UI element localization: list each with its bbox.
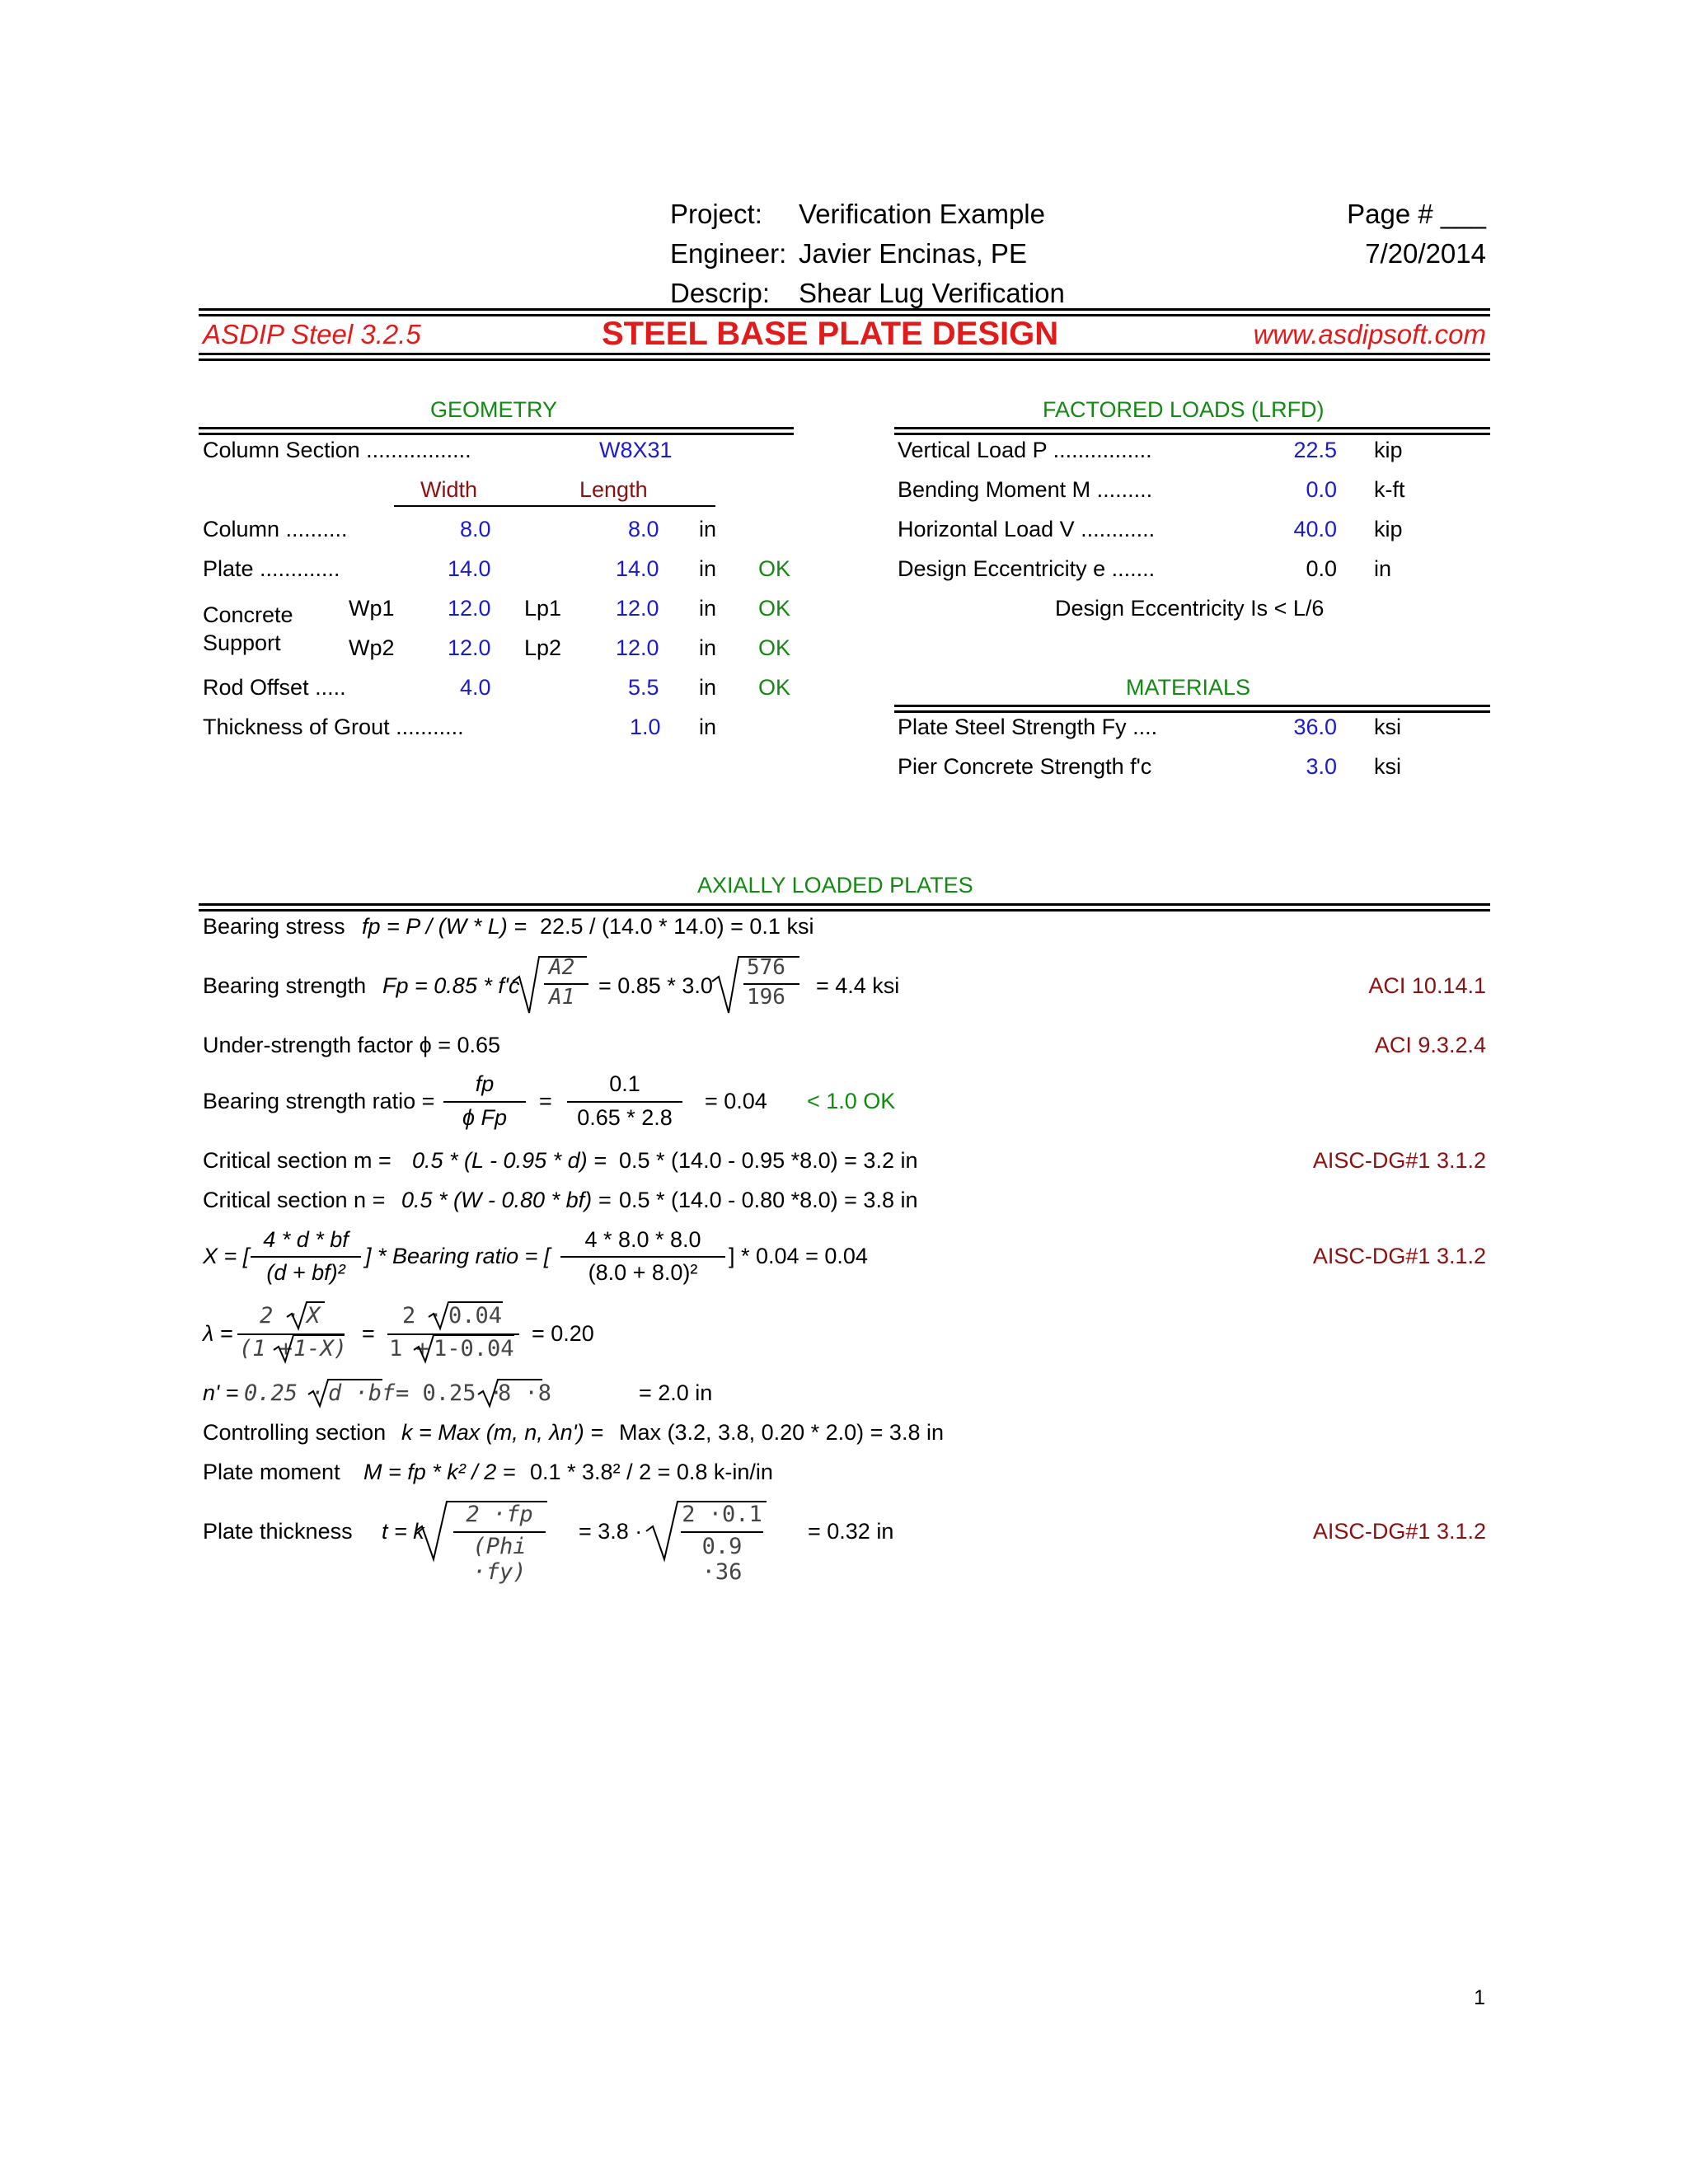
lambda-numerator-radicand-value: 0.04 <box>448 1303 503 1329</box>
thickness-bar <box>453 1531 546 1533</box>
critical-n-formula: 0.5 * (W - 0.80 * bf) = <box>401 1188 612 1212</box>
horizontal-load-value[interactable]: 40.0 <box>1293 517 1337 541</box>
rod-offset-unit: in <box>699 675 717 700</box>
ratio-result: = 0.04 <box>705 1089 767 1113</box>
support1-unit: in <box>699 596 717 621</box>
critical-m-calc: 0.5 * (14.0 - 0.95 *8.0) = 3.2 in <box>619 1148 918 1173</box>
loads-rule <box>894 427 1490 435</box>
x-value-bar <box>560 1256 725 1258</box>
support2-status: OK <box>758 635 791 660</box>
report-date: 7/20/2014 <box>1365 238 1486 269</box>
area-576: 576 <box>747 955 785 980</box>
page-number: 1 <box>1474 1986 1485 2009</box>
plate-length-value[interactable]: 14.0 <box>616 556 659 581</box>
descrip-value: Shear Lug Verification <box>799 278 1065 308</box>
project-value: Verification Example <box>799 199 1045 229</box>
axial-heading: AXIALLY LOADED PLATES <box>697 873 973 898</box>
nprime-label: n' = <box>203 1380 239 1405</box>
critical-n-label: Critical section n = <box>203 1188 386 1212</box>
plate-steel-strength-value[interactable]: 36.0 <box>1293 715 1337 739</box>
x-numerator: 4 * d * bf <box>263 1227 349 1252</box>
x-label: X = [ <box>203 1244 250 1268</box>
thickness-denominator: (Phi ·fy) <box>472 1534 527 1585</box>
plate-moment-formula: M = fp * k² / 2 = <box>363 1460 516 1484</box>
width-length-underline <box>394 505 715 507</box>
rod-offset-width[interactable]: 4.0 <box>460 675 491 700</box>
rod-offset-length[interactable]: 5.5 <box>628 675 659 700</box>
lp2-value[interactable]: 12.0 <box>616 635 659 660</box>
width-header: Width <box>420 477 478 502</box>
ratio-value-bar <box>567 1101 682 1103</box>
ref-aisc-dg1-x: AISC-DG#1 3.1.2 <box>1312 1244 1486 1268</box>
ref-aci-9-3-2-4: ACI 9.3.2.4 <box>1374 1033 1486 1057</box>
lambda-denominator-radicand: 1-X) <box>293 1336 348 1361</box>
ref-aisc-dg1-thickness: AISC-DG#1 3.1.2 <box>1312 1519 1486 1544</box>
ratio-numerator: fp <box>475 1071 495 1096</box>
descrip-label: Descrip: <box>670 278 771 308</box>
rod-offset-status: OK <box>758 675 791 700</box>
concrete-strength-label: Pier Concrete Strength f'c <box>898 754 1152 779</box>
eccentricity-unit: in <box>1374 556 1392 581</box>
support1-status: OK <box>758 596 791 621</box>
lp1-label: Lp1 <box>524 596 562 621</box>
thickness-numerator-value: 2 ·0.1 <box>682 1502 762 1527</box>
plate-steel-strength-label: Plate Steel Strength Fy .... <box>898 715 1158 739</box>
horizontal-load-unit: kip <box>1374 517 1403 541</box>
plate-label: Plate ............. <box>203 556 340 581</box>
plate-unit: in <box>699 556 717 581</box>
length-header: Length <box>579 477 648 502</box>
plate-width-value[interactable]: 14.0 <box>448 556 491 581</box>
bending-moment-label: Bending Moment M ......... <box>898 477 1153 502</box>
thickness-numerator: 2 ·fp <box>466 1502 533 1527</box>
bearing-strength-result: = 4.4 ksi <box>816 973 900 998</box>
wp2-value[interactable]: 12.0 <box>448 635 491 660</box>
column-unit: in <box>699 517 717 541</box>
software-name: ASDIP Steel 3.2.5 <box>203 319 421 349</box>
website-link[interactable]: www.asdipsoft.com <box>1253 319 1486 349</box>
plate-thickness-formula: t = k <box>382 1519 424 1544</box>
ratio-numerator-value: 0.1 <box>609 1071 640 1096</box>
bearing-strength-formula: Fp = 0.85 * f'c <box>382 973 520 998</box>
concrete-strength-value[interactable]: 3.0 <box>1306 754 1337 779</box>
plate-thickness-result: = 0.32 in <box>808 1519 894 1544</box>
x-result: ] * 0.04 = 0.04 <box>729 1244 868 1268</box>
thickness-denominator-value: 0.9 ·36 <box>701 1534 743 1585</box>
engineer-label: Engineer: <box>670 238 787 269</box>
vertical-load-value[interactable]: 22.5 <box>1293 438 1337 462</box>
grout-thickness-value[interactable]: 1.0 <box>630 715 661 739</box>
rod-offset-label: Rod Offset ..... <box>203 675 346 700</box>
support2-unit: in <box>699 635 717 660</box>
materials-rule <box>894 705 1490 713</box>
eccentricity-note: Design Eccentricity Is < L/6 <box>1055 596 1325 621</box>
controlling-section-formula: k = Max (m, n, λn') = <box>401 1420 604 1445</box>
ref-aisc-dg1-critical: AISC-DG#1 3.1.2 <box>1312 1148 1486 1173</box>
horizontal-load-label: Horizontal Load V ............ <box>898 517 1156 541</box>
x-bar <box>251 1256 361 1258</box>
grout-thickness-label: Thickness of Grout ........... <box>203 715 464 739</box>
page-title: STEEL BASE PLATE DESIGN <box>602 316 1059 352</box>
page-label: Page # ___ <box>1347 199 1486 229</box>
loads-heading: FACTORED LOADS (LRFD) <box>1043 397 1325 422</box>
lambda-numerator: 2 · <box>260 1303 300 1329</box>
controlling-section-calc: Max (3.2, 3.8, 0.20 * 2.0) = 3.8 in <box>619 1420 944 1445</box>
wp2-label: Wp2 <box>349 635 395 660</box>
ratio-denominator-value: 0.65 * 2.8 <box>577 1105 673 1130</box>
ratio-label: Bearing strength ratio = <box>203 1089 435 1113</box>
concrete-label: Concrete <box>203 602 293 627</box>
lambda-result: = 0.20 <box>532 1321 594 1346</box>
bending-moment-value[interactable]: 0.0 <box>1306 477 1337 502</box>
lp1-value[interactable]: 12.0 <box>616 596 659 621</box>
lambda-denominator-value: 1 + <box>389 1336 429 1361</box>
x-bearing-ratio: ] * Bearing ratio = [ <box>365 1244 551 1268</box>
bearing-stress-label: Bearing stress <box>203 914 345 939</box>
ratio-equals: = <box>539 1089 552 1113</box>
concrete-strength-unit: ksi <box>1374 754 1401 779</box>
column-section-label: Column Section ................. <box>203 438 471 462</box>
engineer-value: Javier Encinas, PE <box>799 238 1027 269</box>
materials-heading: MATERIALS <box>1126 675 1251 700</box>
plate-moment-calc: 0.1 * 3.8² / 2 = 0.8 k-in/in <box>530 1460 773 1484</box>
thickness-value-bar <box>681 1531 763 1533</box>
nprime-formula: 0.25 · <box>244 1380 325 1406</box>
column-length-value[interactable]: 8.0 <box>628 517 659 541</box>
bearing-strength-mid: = 0.85 * 3.0 <box>598 973 713 998</box>
lambda-denominator-radicand-value: 1-0.04 <box>434 1336 514 1361</box>
wp1-label: Wp1 <box>349 596 395 621</box>
eccentricity-value: 0.0 <box>1306 556 1337 581</box>
a1-denominator: A1 <box>549 985 575 1010</box>
plate-status: OK <box>758 556 791 581</box>
area-196: 196 <box>747 985 785 1010</box>
plate-thickness-label: Plate thickness <box>203 1519 353 1544</box>
a2-numerator: A2 <box>549 955 575 980</box>
ratio-denominator: ϕ Fp <box>462 1105 508 1130</box>
column-label: Column .......... <box>203 517 348 541</box>
lambda-numerator-value: 2 · <box>402 1303 443 1329</box>
lambda-label: λ = <box>203 1321 233 1346</box>
grout-thickness-unit: in <box>699 715 717 739</box>
eccentricity-label: Design Eccentricity e ....... <box>898 556 1156 581</box>
vertical-load-unit: kip <box>1374 438 1403 462</box>
support-label: Support <box>203 630 281 655</box>
critical-n-calc: 0.5 * (14.0 - 0.80 *8.0) = 3.8 in <box>619 1188 918 1212</box>
ratio-check: < 1.0 OK <box>807 1089 896 1113</box>
thickness-mid: = 3.8 · <box>579 1519 643 1544</box>
wp1-value[interactable]: 12.0 <box>448 596 491 621</box>
bearing-stress-calc: 22.5 / (14.0 * 14.0) = 0.1 ksi <box>540 914 814 939</box>
x-denominator: (d + bf)² <box>266 1260 345 1285</box>
lambda-numerator-radicand: X <box>307 1303 321 1329</box>
x-numerator-value: 4 * 8.0 * 8.0 <box>584 1227 701 1252</box>
lambda-denominator: (1 + <box>239 1336 293 1361</box>
x-denominator-value: (8.0 + 8.0)² <box>588 1260 698 1285</box>
geometry-rule <box>199 427 794 435</box>
project-label: Project: <box>670 199 762 229</box>
geometry-heading: GEOMETRY <box>430 397 558 422</box>
bending-moment-unit: k-ft <box>1374 477 1405 502</box>
axial-rule <box>199 903 1490 912</box>
column-width-value[interactable]: 8.0 <box>460 517 491 541</box>
vertical-load-label: Vertical Load P ................ <box>898 438 1152 462</box>
plate-moment-label: Plate moment <box>203 1460 340 1484</box>
lambda-equals: = <box>362 1321 375 1346</box>
plate-steel-strength-unit: ksi <box>1374 715 1401 739</box>
critical-m-label: Critical section m = <box>203 1148 392 1173</box>
nprime-result: = 2.0 in <box>639 1380 713 1405</box>
ref-aci-10-14-1: ACI 10.14.1 <box>1368 973 1486 998</box>
nprime-radicand-value: 8 ·8 <box>498 1380 552 1406</box>
critical-m-formula: 0.5 * (L - 0.95 * d) = <box>412 1148 607 1173</box>
phi-factor: Under-strength factor ϕ = 0.65 <box>203 1033 501 1057</box>
lp2-label: Lp2 <box>524 635 562 660</box>
nprime-radicand: d ·bf <box>328 1380 396 1406</box>
nprime-mid: = 0.25 · <box>396 1380 504 1406</box>
column-section-value[interactable]: W8X31 <box>599 438 673 462</box>
controlling-section-label: Controlling section <box>203 1420 387 1445</box>
header-rule-bottom <box>199 353 1490 361</box>
bearing-stress-formula: fp = P / (W * L) = <box>362 914 528 939</box>
bearing-strength-label: Bearing strength <box>203 973 367 998</box>
ratio-bar <box>443 1101 526 1103</box>
